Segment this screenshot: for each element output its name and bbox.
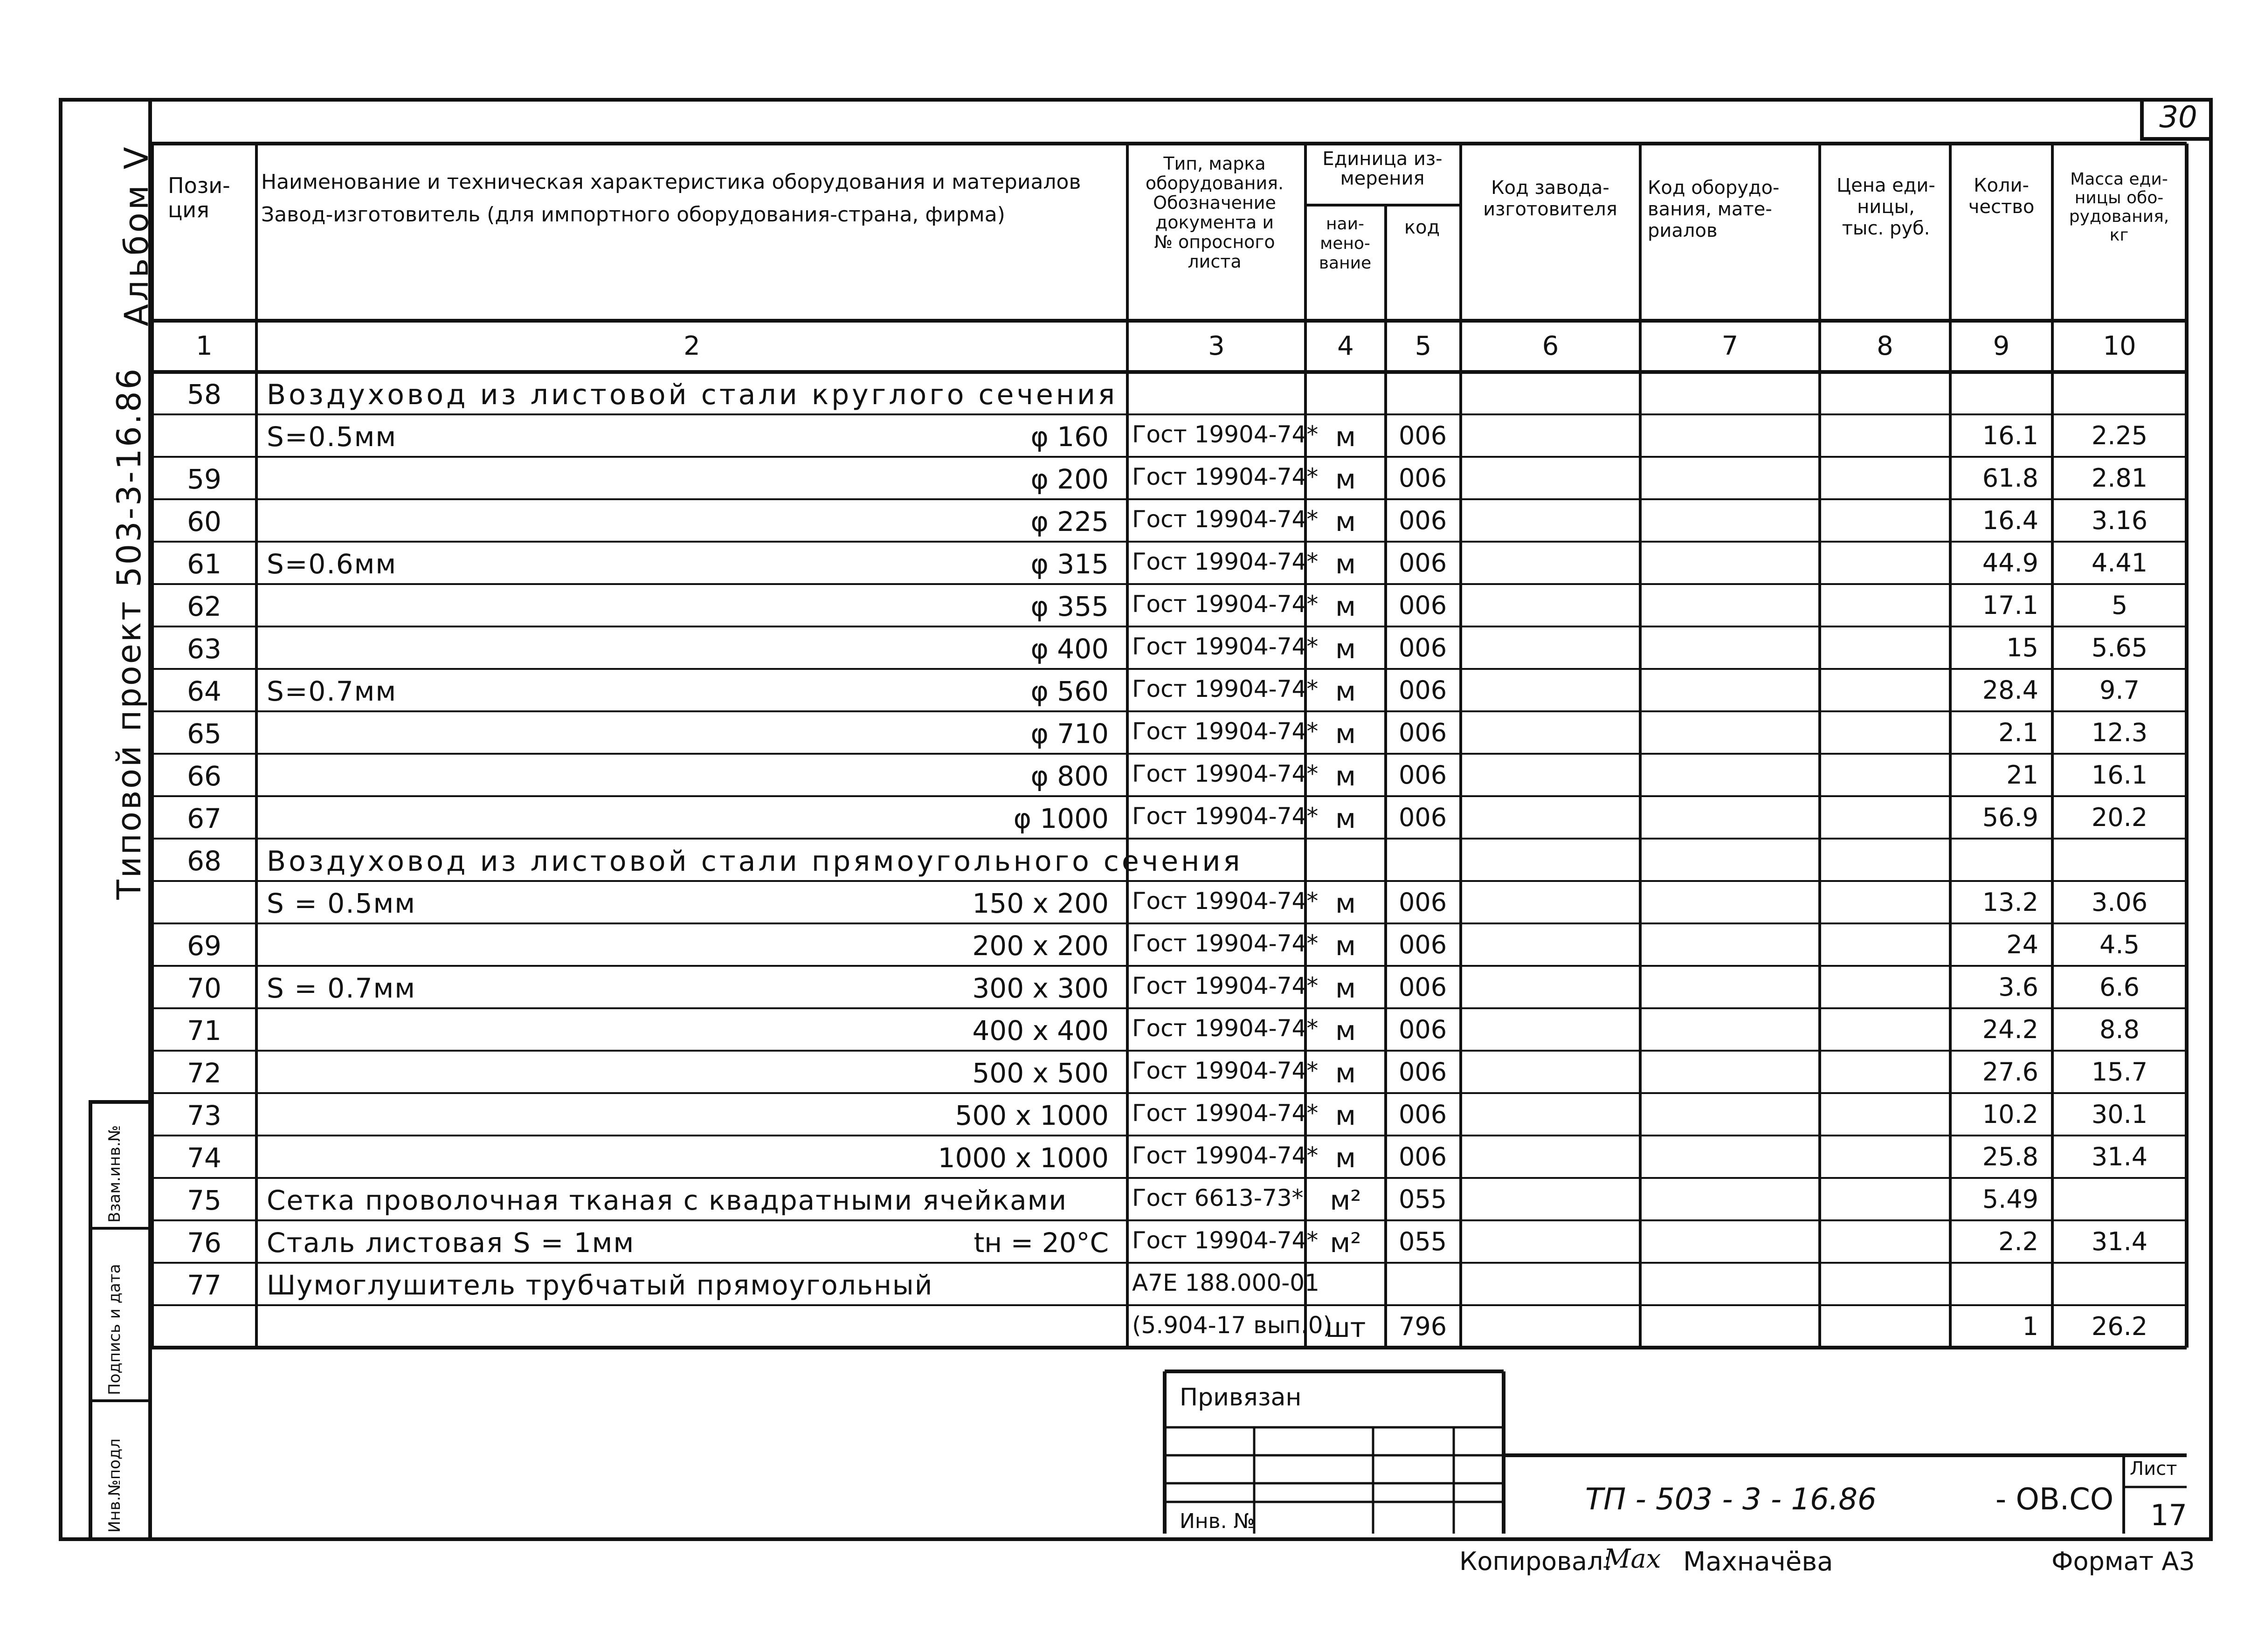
row-size: φ 1000 — [1013, 803, 1109, 834]
row-mass: 20.2 — [2091, 803, 2148, 832]
row-type: Гост 19904-74* — [1132, 760, 1319, 787]
row-type: Гост 19904-74* — [1132, 718, 1319, 745]
document-code: ТП - 503 - 3 - 16.86 — [1585, 1482, 1877, 1517]
row-unit-code: 006 — [1399, 675, 1447, 705]
row-quantity: 44.9 — [1982, 548, 2038, 578]
stamp-cell-replace — [92, 1104, 148, 1230]
row-position: 72 — [187, 1057, 221, 1089]
row-position: 67 — [187, 803, 221, 834]
row-size: φ 400 — [1030, 633, 1109, 665]
header-unit: Единица из- мерения — [1322, 148, 1443, 189]
sheet-value: 17 — [2150, 1498, 2187, 1532]
row-unit-code: 006 — [1399, 591, 1447, 620]
row-position: 66 — [187, 760, 221, 792]
row-quantity: 56.9 — [1982, 803, 2038, 832]
row-unit: м — [1335, 718, 1356, 750]
row-unit: м — [1335, 803, 1356, 834]
header-quantity: Коли- чество — [1968, 175, 2035, 218]
row-mass: 4.5 — [2099, 930, 2140, 959]
row-quantity: 25.8 — [1982, 1142, 2038, 1171]
sheet-number-value: 30 — [2159, 100, 2197, 135]
row-unit: м — [1335, 463, 1356, 495]
row-name: Сталь листовая S = 1мм — [267, 1227, 635, 1259]
format-label: Формат А3 — [2051, 1547, 2195, 1576]
row-type: Гост 19904-74* — [1132, 548, 1319, 575]
row-mass: 5 — [2111, 591, 2128, 620]
row-unit-code: 006 — [1399, 760, 1447, 790]
row-quantity: 13.2 — [1982, 888, 2038, 917]
row-mass: 3.16 — [2091, 506, 2148, 535]
row-type: Гост 19904-74* — [1132, 930, 1319, 957]
row-position: 71 — [187, 1015, 221, 1046]
row-mass: 2.81 — [2091, 463, 2148, 493]
row-quantity: 21 — [2006, 760, 2038, 790]
row-quantity: 1 — [2022, 1312, 2038, 1341]
row-type: Гост 19904-74* — [1132, 803, 1319, 830]
row-unit: м — [1335, 633, 1356, 665]
row-unit: м² — [1330, 1184, 1361, 1216]
inventory-label: Инв. № — [1180, 1509, 1255, 1533]
row-quantity: 16.4 — [1982, 506, 2038, 535]
row-type: Гост 6613-73* — [1132, 1184, 1304, 1211]
row-name: Шумоглушитель трубчатый прямоугольный — [267, 1269, 933, 1301]
row-unit-code: 006 — [1399, 803, 1447, 832]
row-unit: м — [1335, 930, 1356, 962]
row-type: Гост 19904-74* — [1132, 1057, 1319, 1084]
row-position: 58 — [187, 379, 221, 410]
row-type: Гост 19904-74* — [1132, 1015, 1319, 1042]
row-size: φ 160 — [1030, 421, 1109, 453]
row-size: φ 225 — [1030, 506, 1109, 537]
row-quantity: 27.6 — [1982, 1057, 2038, 1087]
row-unit: м — [1335, 972, 1356, 1004]
row-mass: 3.06 — [2091, 888, 2148, 917]
row-unit: м² — [1330, 1227, 1361, 1259]
row-mass: 31.4 — [2091, 1142, 2148, 1171]
row-size: 500 x 500 — [972, 1057, 1109, 1089]
row-name: Воздуховод из листовой стали прямоугольного сечения — [267, 845, 1243, 878]
copier-signature: Мах — [1604, 1544, 1661, 1574]
row-unit-code: 006 — [1399, 1100, 1447, 1129]
row-unit-code: 055 — [1399, 1184, 1447, 1214]
stamp-label-inventory: Инв.№подл — [105, 1438, 124, 1533]
row-unit-code: 006 — [1399, 1057, 1447, 1087]
header-position: Пози- ция — [168, 173, 230, 222]
row-unit-code: 006 — [1399, 463, 1447, 493]
row-name: Воздуховод из листовой стали круглого сечения — [267, 379, 1118, 411]
row-unit: м — [1335, 760, 1356, 792]
sheet-number — [2140, 98, 2213, 141]
row-mass: 30.1 — [2091, 1100, 2148, 1129]
column-number: 5 — [1415, 331, 1432, 361]
copied-label: Копировал: — [1459, 1547, 1612, 1576]
row-position: 75 — [187, 1184, 221, 1216]
row-unit: м — [1335, 1015, 1356, 1046]
row-position: 65 — [187, 718, 221, 750]
row-unit-code: 055 — [1399, 1227, 1447, 1256]
row-size: 500 x 1000 — [955, 1100, 1109, 1131]
header-type: Тип, марка оборудования. Обозначение документа и № опросного листа — [1145, 153, 1284, 272]
row-quantity: 3.6 — [1998, 972, 2038, 1002]
row-size: 400 x 400 — [972, 1015, 1109, 1046]
header-name-line2: Завод-изготовитель (для импортного оборудования-страна, фирма) — [261, 203, 1005, 227]
row-quantity: 17.1 — [1982, 591, 2038, 620]
row-name: Сетка проволочная тканая с квадратными ячейками — [267, 1184, 1068, 1216]
row-position: 62 — [187, 591, 221, 622]
row-unit-code: 006 — [1399, 633, 1447, 662]
row-unit: м — [1335, 1142, 1356, 1174]
row-quantity: 5.49 — [1982, 1184, 2038, 1214]
row-position: 68 — [187, 845, 221, 877]
row-mass: 15.7 — [2091, 1057, 2148, 1087]
header-equipment-code: Код оборудо- вания, мате- риалов — [1648, 177, 1780, 241]
row-unit: м — [1335, 888, 1356, 919]
row-unit: м — [1335, 421, 1356, 453]
row-unit: шт — [1325, 1312, 1366, 1343]
row-unit-code: 006 — [1399, 888, 1447, 917]
row-name: S=0.7мм — [267, 675, 397, 707]
row-type: Гост 19904-74* — [1132, 1100, 1319, 1127]
row-quantity: 10.2 — [1982, 1100, 2038, 1129]
row-position: 69 — [187, 930, 221, 962]
row-position: 64 — [187, 675, 221, 707]
row-quantity: 61.8 — [1982, 463, 2038, 493]
stamp-label-replace: Взам.инв.№ — [105, 1125, 124, 1223]
row-position: 60 — [187, 506, 221, 537]
row-unit-code: 796 — [1399, 1312, 1447, 1341]
row-unit: м — [1335, 548, 1356, 580]
row-size: 150 x 200 — [972, 888, 1109, 919]
row-name: S = 0.5мм — [267, 888, 416, 919]
row-type: Гост 19904-74* — [1132, 675, 1319, 702]
row-mass: 31.4 — [2091, 1227, 2148, 1256]
header-price: Цена еди- ницы, тыс. руб. — [1837, 175, 1935, 239]
column-number: 7 — [1721, 331, 1739, 361]
row-mass: 16.1 — [2091, 760, 2148, 790]
row-type: Гост 19904-74* — [1132, 421, 1319, 448]
row-quantity: 16.1 — [1982, 421, 2038, 450]
column-number: 1 — [196, 331, 213, 361]
sheet-label: Лист — [2130, 1458, 2177, 1480]
row-size: φ 200 — [1030, 463, 1109, 495]
copier-name: Махначёва — [1683, 1547, 1833, 1577]
row-position: 73 — [187, 1100, 221, 1131]
row-position: 63 — [187, 633, 221, 665]
row-position: 77 — [187, 1269, 221, 1301]
row-unit-code: 006 — [1399, 548, 1447, 578]
column-number: 8 — [1877, 331, 1893, 361]
column-number: 2 — [684, 331, 700, 361]
row-size: φ 355 — [1030, 591, 1109, 622]
row-name: S = 0.7мм — [267, 972, 416, 1004]
row-quantity: 24.2 — [1982, 1015, 2038, 1044]
row-unit-code: 006 — [1399, 506, 1447, 535]
column-number: 4 — [1337, 331, 1354, 361]
stamp-label-signature: Подпись и дата — [105, 1264, 124, 1395]
row-unit: м — [1335, 675, 1356, 707]
document-suffix: - ОВ.СО — [1996, 1482, 2114, 1517]
row-unit-code: 006 — [1399, 421, 1447, 450]
row-quantity: 2.2 — [1998, 1227, 2038, 1256]
header-unit-code: код — [1404, 217, 1440, 238]
album-label: Альбом Ⅴ — [117, 144, 156, 326]
row-unit: м — [1335, 1100, 1356, 1131]
column-number: 6 — [1542, 331, 1559, 361]
row-unit-code: 006 — [1399, 1142, 1447, 1171]
row-size: φ 560 — [1030, 675, 1109, 707]
row-name: S=0.6мм — [267, 548, 397, 580]
row-size: φ 800 — [1030, 760, 1109, 792]
stamp-cell-signature — [92, 1230, 148, 1402]
row-type: Гост 19904-74* — [1132, 972, 1319, 999]
row-unit: м — [1335, 1057, 1356, 1089]
row-quantity: 24 — [2006, 930, 2038, 959]
row-mass: 6.6 — [2099, 972, 2140, 1002]
row-type: Гост 19904-74* — [1132, 506, 1319, 533]
row-position: 70 — [187, 972, 221, 1004]
row-type: Гост 19904-74* — [1132, 888, 1319, 915]
row-type: (5.904-17 вып.0) — [1132, 1312, 1333, 1339]
column-number: 3 — [1208, 331, 1225, 361]
header-unit-name: наи- мено- вание — [1319, 214, 1372, 273]
row-type: Гост 19904-74* — [1132, 1142, 1319, 1169]
row-quantity: 2.1 — [1998, 718, 2038, 747]
row-unit-code: 006 — [1399, 972, 1447, 1002]
row-mass: 8.8 — [2099, 1015, 2140, 1044]
row-mass: 12.3 — [2091, 718, 2148, 747]
row-name: S=0.5мм — [267, 421, 397, 453]
row-size: φ 315 — [1030, 548, 1109, 580]
bound-label: Привязан — [1180, 1384, 1302, 1411]
row-position: 59 — [187, 463, 221, 495]
row-type: А7Е 188.000-01 — [1132, 1269, 1319, 1296]
row-type: Гост 19904-74* — [1132, 591, 1319, 618]
row-type: Гост 19904-74* — [1132, 1227, 1319, 1254]
row-mass: 2.25 — [2091, 421, 2148, 450]
row-type: Гост 19904-74* — [1132, 633, 1319, 660]
row-size: φ 710 — [1030, 718, 1109, 750]
row-size: tн = 20°С — [974, 1227, 1109, 1259]
row-unit-code: 006 — [1399, 930, 1447, 959]
row-mass: 9.7 — [2099, 675, 2140, 705]
row-unit-code: 006 — [1399, 718, 1447, 747]
column-number: 9 — [1993, 331, 2010, 361]
header-plant-code: Код завода- изготовителя — [1483, 177, 1617, 220]
row-quantity: 28.4 — [1982, 675, 2038, 705]
row-unit-code: 006 — [1399, 1015, 1447, 1044]
row-mass: 26.2 — [2091, 1312, 2148, 1341]
row-mass: 4.41 — [2091, 548, 2148, 578]
approval-stamp — [89, 1100, 152, 1541]
row-size: 200 x 200 — [972, 930, 1109, 962]
row-quantity: 15 — [2006, 633, 2038, 662]
row-size: 1000 x 1000 — [938, 1142, 1109, 1174]
row-position: 76 — [187, 1227, 221, 1259]
row-type: Гост 19904-74* — [1132, 463, 1319, 490]
row-unit: м — [1335, 591, 1356, 622]
row-position: 74 — [187, 1142, 221, 1174]
project-label: Типовой проект 503-3-16.86 — [110, 366, 148, 900]
row-position: 61 — [187, 548, 221, 580]
row-mass: 5.65 — [2091, 633, 2148, 662]
row-size: 300 x 300 — [972, 972, 1109, 1004]
header-mass: Масса еди- ницы обо- рудования, кг — [2069, 170, 2169, 245]
column-number: 10 — [2103, 331, 2136, 361]
stamp-cell-inventory — [92, 1402, 148, 1542]
header-name-line1: Наименование и техническая характеристика оборудования и материалов — [261, 170, 1081, 194]
row-unit: м — [1335, 506, 1356, 537]
